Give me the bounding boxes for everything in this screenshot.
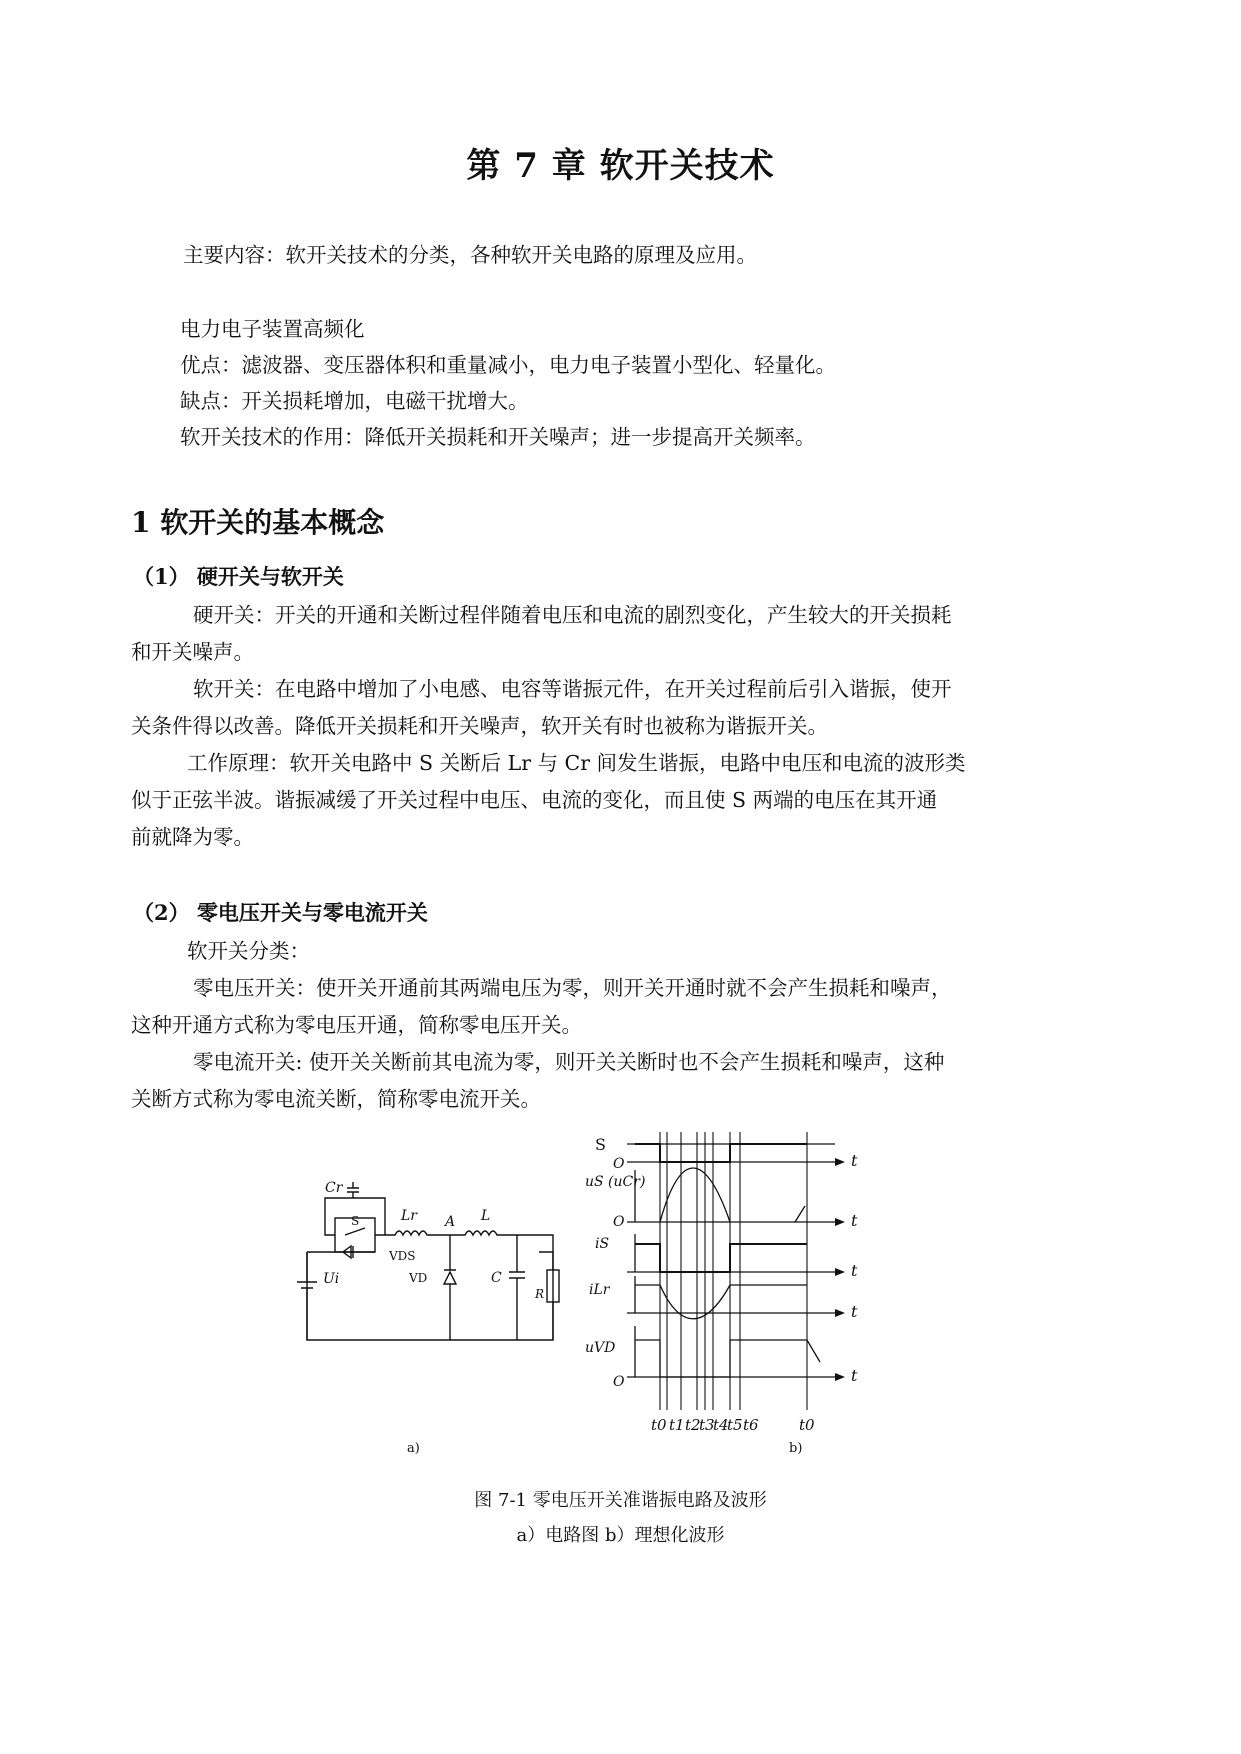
wave-is [635, 1244, 807, 1272]
wave-ilr [635, 1285, 807, 1319]
wave-s [635, 1144, 807, 1162]
c-capacitor [509, 1235, 525, 1340]
classify-text: 软开关分类： [187, 939, 310, 963]
subsection-1-heading: （1） 硬开关与软开关 [133, 564, 344, 589]
wave-us-end [795, 1206, 805, 1222]
origin-label: O [613, 1156, 625, 1172]
wave-label-s: S [595, 1135, 606, 1154]
l-inductor [450, 1231, 553, 1252]
wave-label-is: iS [595, 1236, 610, 1252]
label-r: R [535, 1287, 545, 1301]
intro-text: 主要内容：软开关技术的分类，各种软开关电路的原理及应用。 [183, 243, 757, 267]
origin-label: O [613, 1374, 625, 1390]
soft-switch-line-2: 关条件得以改善。降低开关损耗和开关噪声，软开关有时也被称为谐振开关。 [131, 714, 828, 738]
figure-caption: 图 7-1 零电压开关准谐振电路及波形 [474, 1490, 767, 1511]
label-vds: VDS [389, 1249, 416, 1263]
wave-label-us: uS (uCr) [585, 1174, 646, 1190]
label-lr: Lr [401, 1208, 417, 1224]
chapter-title: 第 7 章 软开关技术 [466, 146, 775, 186]
time-label: t3 [699, 1416, 715, 1434]
time-label: t2 [685, 1416, 701, 1434]
label-c: C [491, 1270, 502, 1286]
hf-heading: 电力电子装置高频化 [180, 317, 365, 341]
t-axis-label: t [851, 1151, 858, 1170]
waveform-sublabel: b) [789, 1441, 803, 1456]
time-label: t0 [799, 1416, 815, 1434]
origin-label: O [613, 1214, 625, 1230]
principle-line-1: 工作原理：软开关电路中 S 关断后 Lr 与 Cr 间发生谐振，电路中电压和电流的波形类 [187, 751, 966, 775]
time-label: t1 [669, 1416, 685, 1434]
section-heading: 1 软开关的基本概念 [131, 506, 385, 539]
t-axis-label: t [851, 1261, 858, 1280]
cr-capacitor [347, 1182, 359, 1198]
label-l: L [481, 1208, 491, 1224]
vd-diode [444, 1270, 456, 1284]
zvs-line-2: 这种开通方式称为零电压开通，简称零电压开关。 [131, 1013, 582, 1037]
label-s: S [351, 1214, 360, 1228]
time-label: t0 [651, 1416, 667, 1434]
wave-us [660, 1168, 730, 1222]
zvs-line-1: 零电压开关：使开关开通前其两端电压为零，则开关开通时就不会产生损耗和噪声， [193, 976, 952, 1000]
circuit-diagram [295, 1180, 565, 1370]
outer-loop-wire [307, 1252, 553, 1340]
hf-role: 软开关技术的作用：降低开关损耗和开关噪声；进一步提高开关频率。 [180, 425, 816, 449]
soft-switch-line-1: 软开关：在电路中增加了小电感、电容等谐振元件，在开关过程前后引入谐振，使开 [193, 677, 952, 701]
label-a: A [445, 1214, 456, 1230]
label-cr: Cr [325, 1180, 343, 1196]
hard-switch-line-1: 硬开关：开关的开通和关断过程伴随着电压和电流的剧烈变化，产生较大的开关损耗 [193, 603, 952, 627]
time-label: t6 [743, 1416, 759, 1434]
subsection-2-heading: （2） 零电压开关与零电流开关 [133, 900, 428, 925]
figure-subcaption: a）电路图 b）理想化波形 [516, 1525, 725, 1546]
wave-label-ilr: iLr [589, 1282, 610, 1298]
t-axis-label: t [851, 1366, 858, 1385]
label-ui: Ui [323, 1271, 340, 1287]
lr-inductor [385, 1231, 450, 1235]
wave-uvd [635, 1340, 820, 1377]
switch-contact [345, 1228, 365, 1235]
zcs-line-2: 关断方式称为零电流关断，简称零电流开关。 [131, 1087, 541, 1111]
hf-cons: 缺点：开关损耗增加，电磁干扰增大。 [180, 389, 529, 413]
t-axis-label: t [851, 1302, 858, 1321]
hf-pros: 优点：滤波器、变压器体积和重量减小，电力电子装置小型化、轻量化。 [180, 353, 836, 377]
time-label: t4 [713, 1416, 729, 1434]
time-label: t5 [727, 1416, 743, 1434]
zcs-line-1: 零电流开关: 使开关关断前其电流为零，则开关关断时也不会产生损耗和噪声，这种 [193, 1050, 945, 1074]
label-vd: VD [409, 1271, 428, 1285]
hard-switch-line-2: 和开关噪声。 [131, 640, 254, 664]
circuit-sublabel: a) [407, 1441, 420, 1456]
ui-source [297, 1252, 317, 1340]
wave-label-uvd: uVD [585, 1340, 616, 1356]
t-axis-label: t [851, 1211, 858, 1230]
principle-line-2: 似于正弦半波。谐振减缓了开关过程中电压、电流的变化，而且使 S 两端的电压在其开通 [131, 788, 938, 812]
principle-line-3: 前就降为零。 [131, 825, 254, 849]
waveform-diagram [585, 1130, 935, 1440]
